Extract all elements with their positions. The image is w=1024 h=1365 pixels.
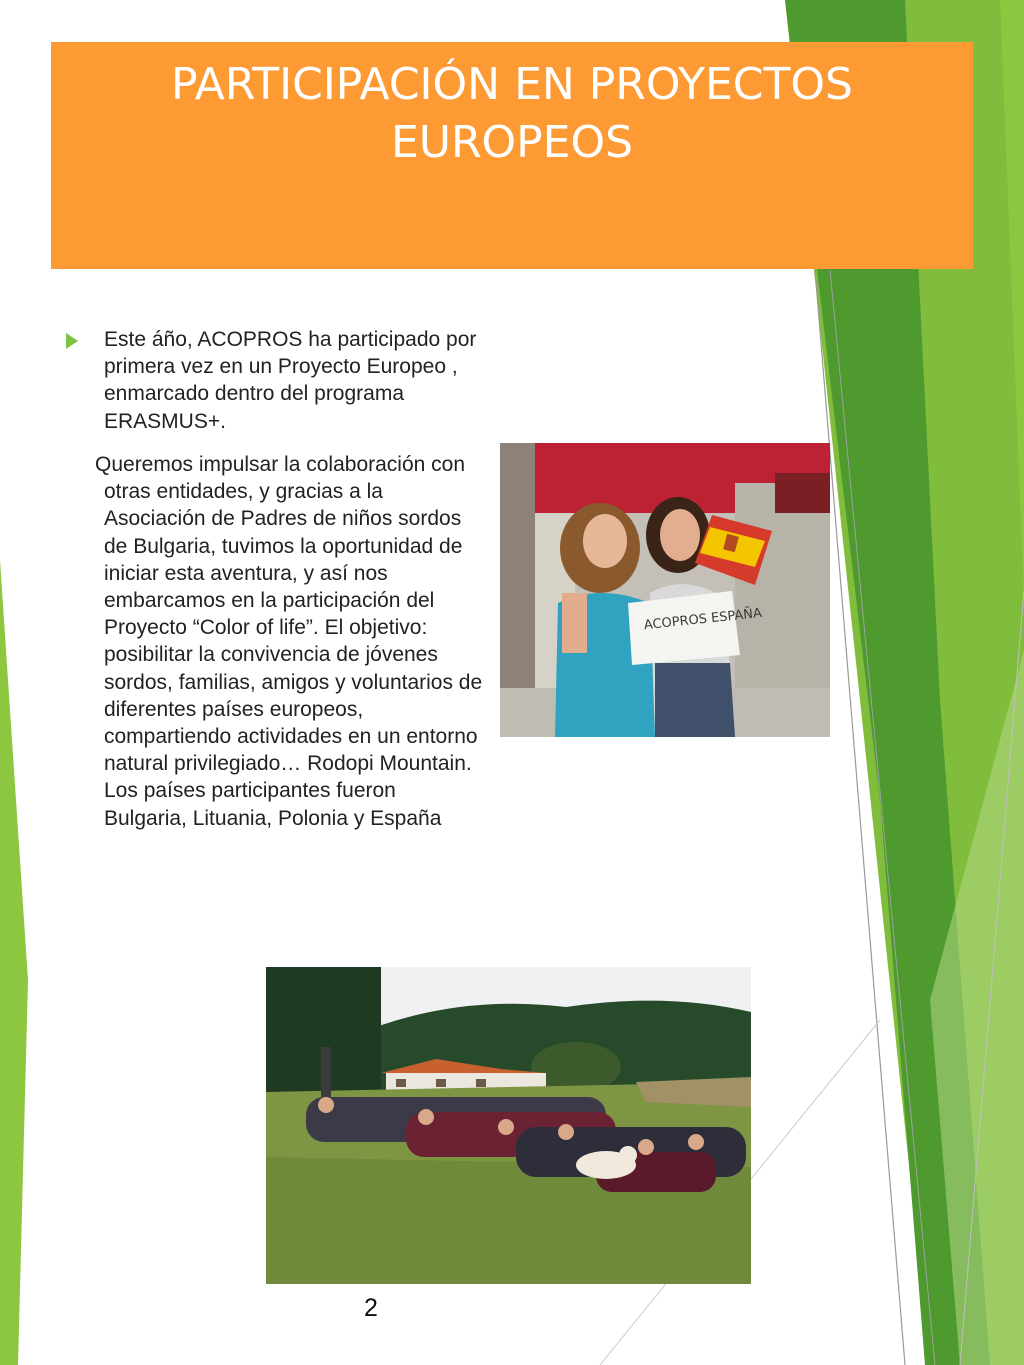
sign-text: ACOPROS ESPAÑA — [643, 605, 763, 634]
left-green-strip — [0, 560, 28, 1365]
slide-title: PARTICIPACIÓN EN PROYECTOS EUROPEOS — [171, 59, 853, 168]
photo-girls-with-flag — [500, 443, 830, 737]
photo-group-on-meadow — [266, 967, 751, 1284]
page-number: 2 — [364, 1294, 378, 1322]
bullet-paragraph: Este áño, ACOPROS ha participado por primera vez en un Proyecto Europeo , enmarcado dentro del programa ERASMUS+. — [104, 328, 477, 433]
bullet-arrow-icon — [66, 333, 78, 349]
title-banner — [51, 42, 973, 269]
body-paragraph: Queremos impulsar la colaboración con otras entidades, y gracias a la Asociación de Padres de niños sordos de Bulgaria, tuvimos la oportunidad de iniciar esta aventura, y así nos embarcamos en la participación del Proyecto “Color of life”. El objetivo: posibilitar la convivencia de jóvenes sordos, familias, amigos y voluntarios de diferentes países europeos, compartiendo actividades en un entorno natural privilegiado… Rodopi Mountain. Los países participantes fueron Bulgaria, Lituania, Polonia y España — [95, 453, 483, 830]
